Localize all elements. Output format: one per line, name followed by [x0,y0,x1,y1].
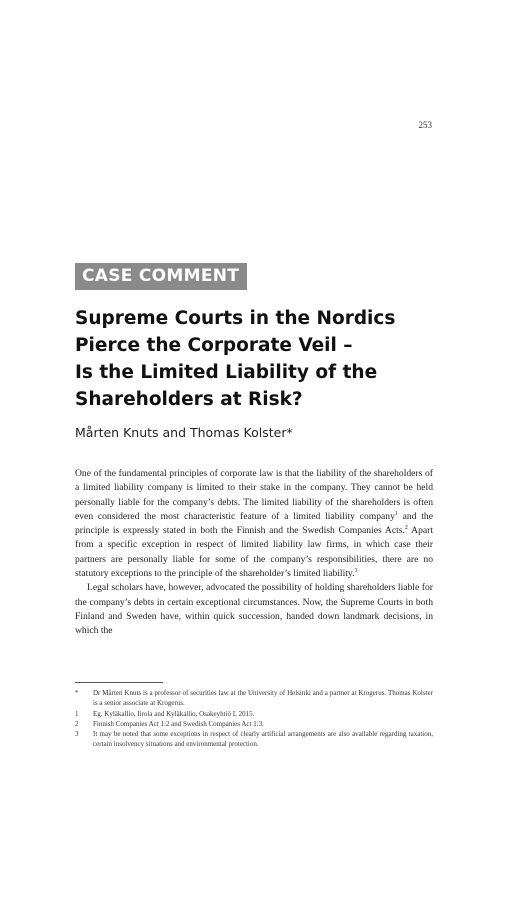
footnote-divider [75,682,163,683]
footnote-mark: 1 [75,709,79,718]
footnote [75,729,433,750]
article-body [75,467,433,639]
title-line: Is the Limited Liability of the [75,362,378,383]
body-text-segment: Apart from a specific exception in respect of limited liability law firms, in which case their partners are personally liable for some of the company’s responsibilities, there are no statutory exceptions to the principle of the shareholder’s limited liability. [75,525,433,580]
footnote-mark: 3 [75,730,79,739]
article-title [75,305,445,413]
footnote-mark: * [75,689,79,697]
body-text-segment: One of the fundamental principles of corporate law is that the liability of the shareholders of a limited liability company is limited to their stake in the company. They cannot be held personally liable for the company’s debts. The limited liability of the shareholders is often even considered the most characteristic feature of a limited liability company [75,468,433,522]
footnote-text: Eg. Kyläkallio, Iirola and Kyläkallio, Osakeyhtiö I, 2015. [93,709,255,718]
footnote-text: It may be noted that some exceptions in respect of clearly artificial arrangements are also available regarding taxation, certain insolvency situations and environmental protection. [93,730,433,749]
title-line: Pierce the Corporate Veil – [75,335,353,356]
footnote [75,719,433,729]
footnote [75,709,433,719]
footnote-text: Finnish Companies Act 1:2 and Swedish Companies Act 1:3. [93,719,264,728]
page-number: 253 [418,120,432,130]
footnote-ref: 2 [404,525,408,531]
authors: Mårten Knuts and Thomas Kolster* [75,425,293,440]
section-label: CASE COMMENT [75,263,247,290]
body-text-segment: and the principle is expressly stated in both the Finnish and the Swedish Companies Acts. [75,510,433,537]
footnote-ref: 3 [354,567,358,574]
footnote-ref: 1 [394,510,398,517]
footnotes [75,688,433,750]
body-paragraph: Legal scholars have, however, advocated the possibility of holding shareholders liable for the company’s debts in certain exceptional circumstances. Now, the Supreme Courts in both Finland and Sweden have, within quick succession, handed down landmark decisions, in which the [75,582,433,637]
title-line: Supreme Courts in the Nordics [75,308,396,329]
title-line: Shareholders at Risk? [75,389,303,410]
footnote-text: Dr Mårten Knuts is a professor of securities law at the University of Helsinki and a partner at Krogerus. Thomas Kolster is a senior associate at Krogerus. [93,689,433,708]
body-paragraph [75,467,433,581]
footnote [75,688,433,709]
footnote-mark: 2 [75,719,79,728]
